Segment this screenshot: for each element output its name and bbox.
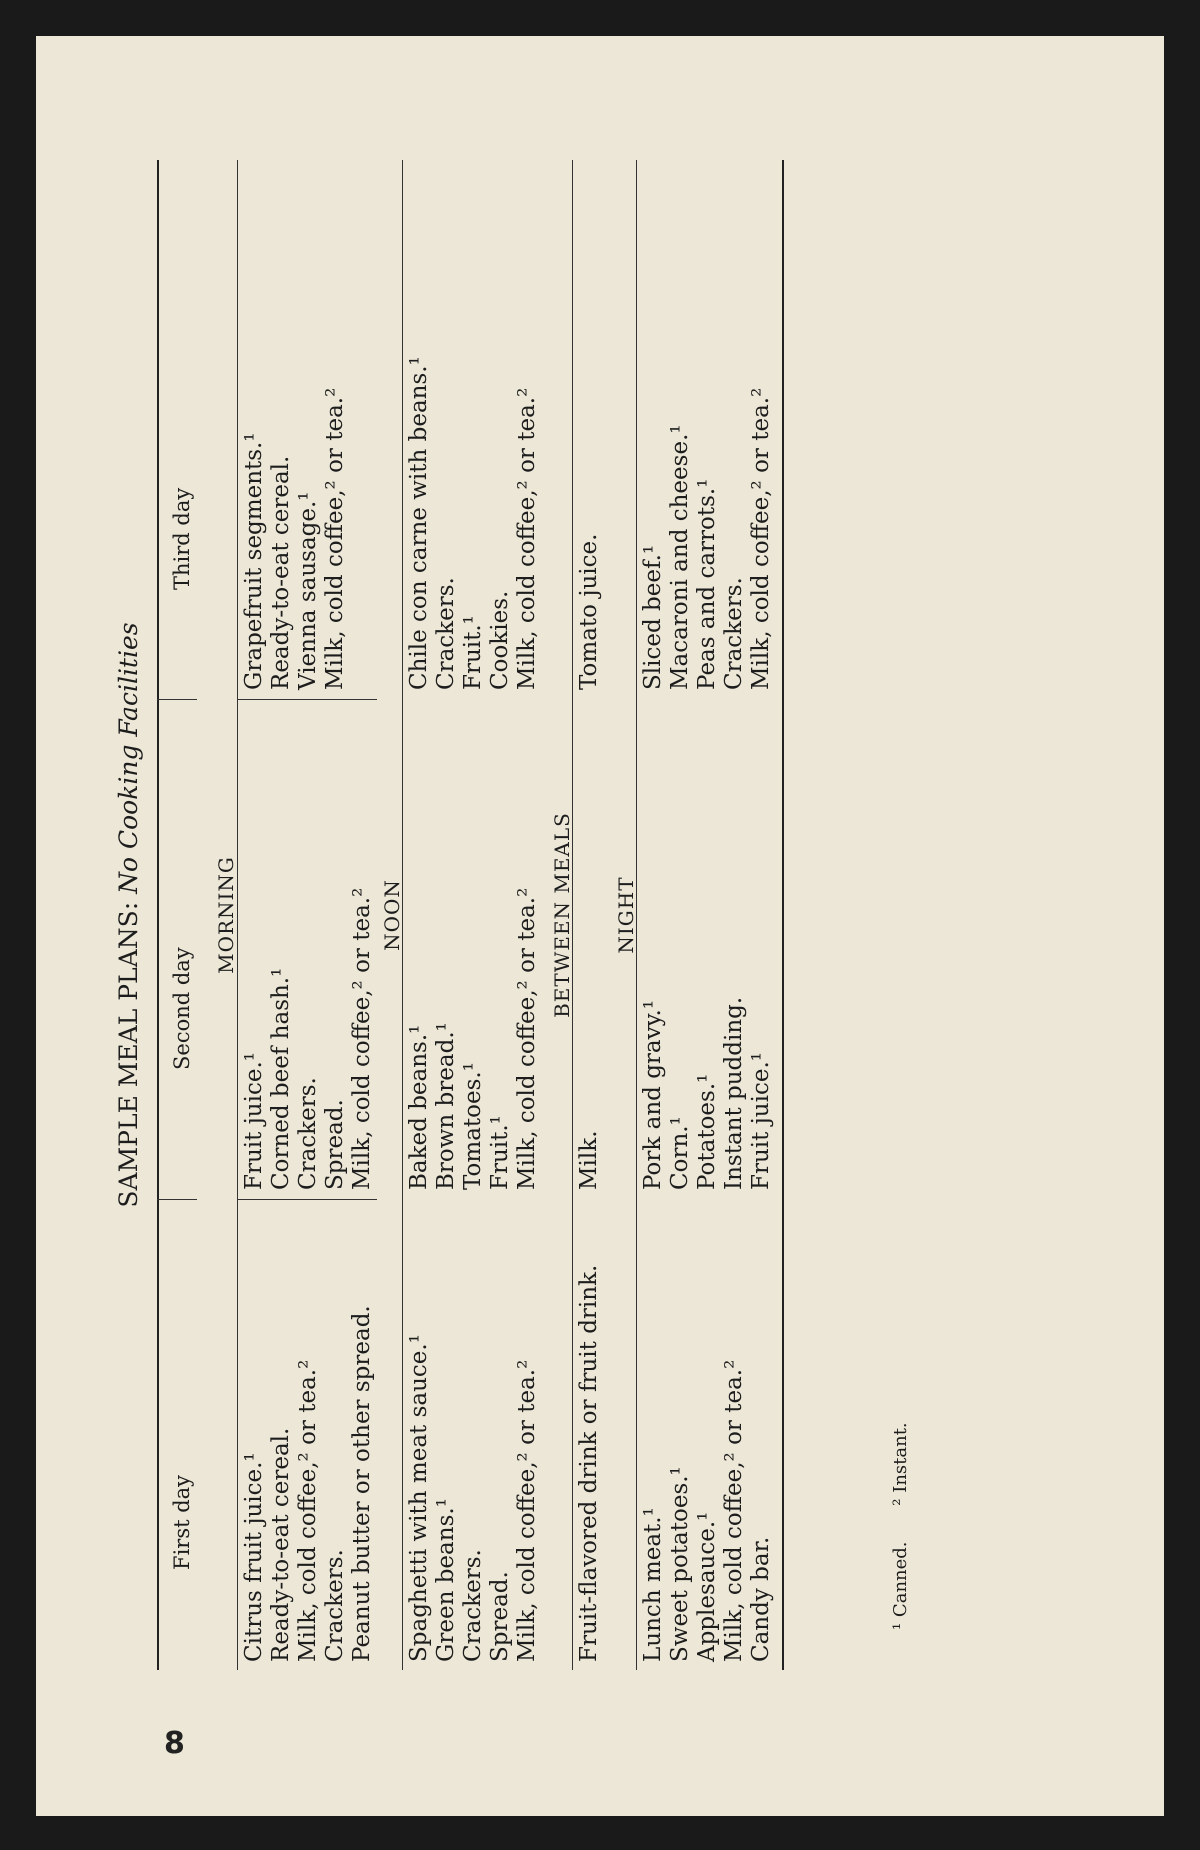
section-between-meals: BETWEEN MEALS bbox=[550, 812, 574, 1018]
list-item: Sliced beef.¹ bbox=[640, 544, 666, 690]
night-day3 bbox=[640, 388, 775, 690]
list-item: Milk, cold coffee,² or tea.² bbox=[514, 387, 540, 690]
list-item: Fruit.¹ bbox=[460, 615, 486, 690]
list-item: Milk, cold coffee,² or tea.² bbox=[295, 1359, 321, 1662]
list-item: Crackers. bbox=[433, 577, 459, 690]
col-divider bbox=[237, 1199, 377, 1200]
night-day1 bbox=[640, 1360, 775, 1662]
list-item: Milk, cold coffee,² or tea.² bbox=[748, 387, 774, 690]
list-item: Fruit juice.¹ bbox=[241, 1052, 267, 1190]
title-prefix: SAMPLE MEAL PLANS: bbox=[114, 901, 143, 1208]
list-item: Sweet potatoes.¹ bbox=[667, 1466, 693, 1662]
col-header-first-day: First day bbox=[170, 1474, 194, 1570]
list-item: Fruit juice.¹ bbox=[748, 1052, 774, 1190]
list-item: Milk, cold coffee,² or tea.² bbox=[322, 387, 348, 690]
list-item: Citrus fruit juice.¹ bbox=[241, 1452, 267, 1662]
list-item: Chile con carne with beans.¹ bbox=[406, 356, 432, 690]
noon-day1 bbox=[406, 1334, 541, 1662]
list-item: Baked beans.¹ bbox=[406, 1024, 432, 1190]
list-item: Fruit.¹ bbox=[487, 1115, 513, 1190]
col-divider bbox=[237, 699, 377, 700]
title-italic: No Cooking Facilities bbox=[114, 622, 143, 894]
list-item: Grapefruit segments.¹ bbox=[241, 432, 267, 690]
list-item: Macaroni and cheese.¹ bbox=[667, 424, 693, 690]
list-item: Peanut butter or other spread. bbox=[349, 1305, 375, 1662]
bottom-rule bbox=[782, 160, 784, 1670]
list-item: Spread. bbox=[322, 1099, 348, 1190]
meal-plan-table bbox=[114, 160, 1014, 1670]
list-item: Milk, cold coffee,² or tea.² bbox=[349, 887, 375, 1190]
list-item: Peas and carrots.¹ bbox=[694, 478, 720, 690]
list-item: Milk, cold coffee,² or tea.² bbox=[721, 1359, 747, 1662]
night-day2 bbox=[640, 997, 775, 1190]
footnote-instant: ² Instant. bbox=[890, 1422, 911, 1506]
noon-day2 bbox=[406, 888, 541, 1190]
list-item: Tomatoes.¹ bbox=[460, 1062, 486, 1190]
morning-day1 bbox=[241, 1305, 376, 1662]
list-item: Milk, cold coffee,² or tea.² bbox=[514, 887, 540, 1190]
list-item: Crackers. bbox=[322, 1549, 348, 1662]
section-rule bbox=[636, 160, 637, 1670]
morning-day2 bbox=[241, 888, 376, 1190]
between-day3: Tomato juice. bbox=[576, 533, 602, 690]
noon-day3 bbox=[406, 356, 541, 690]
section-night: NIGHT bbox=[614, 876, 638, 954]
section-rule bbox=[237, 160, 238, 1670]
col-divider bbox=[157, 1199, 197, 1200]
between-day2: Milk. bbox=[576, 1130, 602, 1190]
section-noon: NOON bbox=[380, 879, 404, 951]
list-item: Corned beef hash.¹ bbox=[268, 967, 294, 1190]
footnotes bbox=[890, 1392, 911, 1630]
list-item: Lunch meat.¹ bbox=[640, 1507, 666, 1662]
section-rule bbox=[572, 160, 573, 1670]
list-item: Instant pudding. bbox=[721, 996, 747, 1190]
list-item: Potatoes.¹ bbox=[694, 1073, 720, 1190]
list-item: Spread. bbox=[487, 1571, 513, 1662]
list-item: Crackers. bbox=[721, 577, 747, 690]
page-number: 8 bbox=[164, 1726, 185, 1761]
section-rule bbox=[402, 160, 403, 1670]
list-item: Green beans.¹ bbox=[433, 1498, 459, 1662]
list-item: Ready-to-eat cereal. bbox=[268, 1427, 294, 1662]
list-item: Corn.¹ bbox=[667, 1116, 693, 1190]
morning-day3 bbox=[241, 388, 349, 690]
section-morning: MORNING bbox=[214, 856, 238, 974]
top-rule bbox=[157, 160, 159, 1670]
list-item: Candy bar. bbox=[748, 1536, 774, 1662]
list-item: Crackers. bbox=[460, 1549, 486, 1662]
list-item: Pork and gravy.¹ bbox=[640, 999, 666, 1190]
col-divider bbox=[157, 699, 197, 700]
between-day1: Fruit-flavored drink or fruit drink. bbox=[576, 1264, 602, 1662]
list-item: Brown bread.¹ bbox=[433, 1022, 459, 1190]
list-item: Vienna sausage.¹ bbox=[295, 491, 321, 690]
table-title bbox=[114, 160, 144, 1670]
col-header-second-day: Second day bbox=[170, 947, 194, 1070]
col-header-third-day: Third day bbox=[170, 487, 194, 590]
list-item: Crackers. bbox=[295, 1077, 321, 1190]
footnote-canned: ¹ Canned. bbox=[890, 1541, 911, 1630]
list-item: Applesauce.¹ bbox=[694, 1511, 720, 1662]
list-item: Spaghetti with meat sauce.¹ bbox=[406, 1334, 432, 1662]
list-item: Milk, cold coffee,² or tea.² bbox=[514, 1359, 540, 1662]
list-item: Ready-to-eat cereal. bbox=[268, 455, 294, 690]
list-item: Cookies. bbox=[487, 590, 513, 690]
